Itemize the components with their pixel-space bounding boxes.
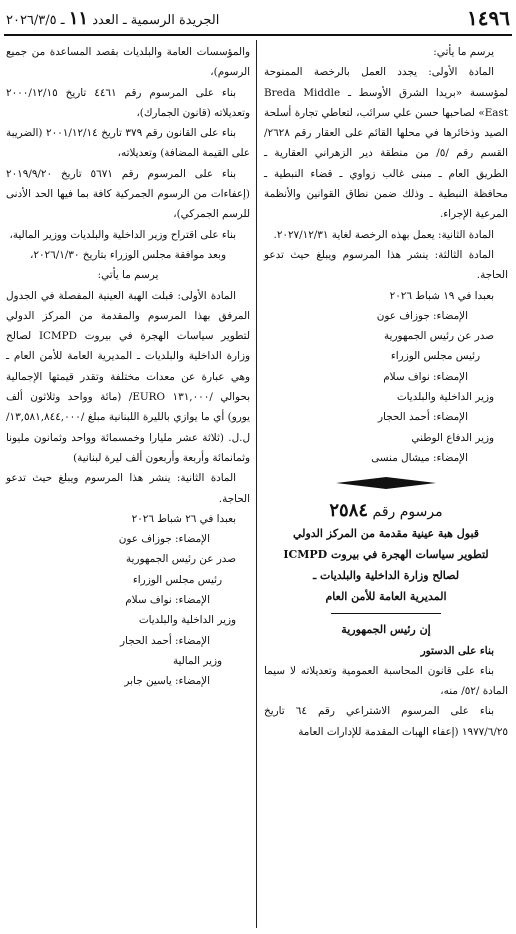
basis-continued: والمؤسسات العامة والبلديات بقصد المساعدة من جميع الرسوم)، xyxy=(6,46,250,79)
journal-name: الجريدة الرسمية ـ العدد xyxy=(92,13,220,28)
pm-signature-2: الإمضاء: نواف سلام xyxy=(125,594,210,607)
cabinet-approval: وبعد موافقة مجلس الوزراء بتاريخ ٢٠٢٦/١/٣٠، xyxy=(30,248,226,261)
article-1: المادة الأولى: يجدد العمل بالرخصة الممنوحة لمؤسسة «بريدا الشرق الأوسط ـ Breda Middle East» لصاحبها حسن علي سرائب، لتعاطي تجارة أسلحة الصيد وذخائرها في محلها القائم على العقار رقم ٢٦٢٨/ القسم رقم /٥/ من منطقة دير الزهراني العقارية ـ الطريق العام ـ مبنى غالب زواوي ـ قضاء النبطية ـ محافظة النبطية ـ وذلك ضمن نطاق القوانين والأنظمة المرعية الإجراء. xyxy=(264,66,508,221)
pm-signature: الإمضاء: نواف سلام xyxy=(383,370,468,383)
interior-minister-signature: الإمضاء: أحمد الحجار xyxy=(378,411,468,424)
issue-date: ـ ٢٠٢٦/٣/٥ xyxy=(6,13,65,28)
decree-label: مرسوم رقم xyxy=(372,504,443,521)
article-3: المادة الثالثة: ينشر هذا المرسوم ويبلغ حيث تدعو الحاجة. xyxy=(264,248,508,282)
defence-minister-title: وزير الدفاع الوطني xyxy=(411,431,494,444)
pm-title: رئيس مجلس الوزراء xyxy=(390,350,480,363)
page-number: ١٤٩٦ xyxy=(467,6,510,30)
left-column xyxy=(6,42,250,692)
decree-intro: يرسم ما يأتي: xyxy=(433,46,494,58)
column-divider xyxy=(256,40,257,928)
article-2: المادة الثانية: يعمل بهذه الرخصة لغاية ٢٠٢٧/١٢/٣١. xyxy=(273,228,494,241)
article-1-grant: المادة الأولى: قبلت الهبة العينية المفصلة في الجدول المرفق بهذا المرسوم والمقدمة من المركز الدولي لتطوير سياسات الهجرة في بيروت ICMPD لصالح وزارة الداخلية والبلديات ـ المديرية العامة للأمن العام ـ وهي عبارة عن معدات مختلفة وتقدر قيمتها الإجمالية بحوالي /١٣١,٠٠٠ EURO/ (مائة وواحد وثلاثون ألف يورو) أي ما يوازي بالليرة اللبنانية مبلغ /١٣,٥٨١,٨٤٤,٠٠٠/ل.ل. (ثلاثة عشر مليارا وخمسمائة وواحد وثمانون مليونا وثمانمائة وأربعة وأربعون ألف ليرة لبنانية) xyxy=(6,289,251,464)
decree-title-line-4: المديرية العامة للأمن العام xyxy=(325,590,447,604)
basis-customs-exemptions: بناء على المرسوم رقم ٥٦٧١ تاريخ ٢٠١٩/٩/٢٠ (إعفاءات من الرسوم الجمركية كافة بما فيها الحد الأدنى للرسم الجمركي)، xyxy=(6,167,250,221)
finance-minister-signature: الإمضاء: ياسين جابر xyxy=(124,675,210,688)
decree-number: ٢٥٨٤ xyxy=(329,500,369,522)
issued-by-2: صدر عن رئيس الجمهورية xyxy=(125,553,236,566)
signing-place-date: بعبدا في ١٩ شباط ٢٠٢٦ xyxy=(389,289,494,302)
separator-ornament xyxy=(336,476,436,490)
decree-title-line-3: لصالح وزارة الداخلية والبلديات ـ xyxy=(312,569,460,583)
constitution-basis: بناء على الدستور xyxy=(420,644,494,657)
signing-place-date-2: بعبدا في ٢٦ شباط ٢٠٢٦ xyxy=(131,512,236,525)
finance-minister-title: وزير المالية xyxy=(172,654,222,667)
president-heading: إن رئيس الجمهورية xyxy=(341,623,431,637)
header-text xyxy=(6,8,219,29)
issued-by: صدر عن رئيس الجمهورية xyxy=(383,330,494,343)
issue-number: ١١ xyxy=(68,8,89,29)
president-signature: الإمضاء: جوزاف عون xyxy=(376,309,468,322)
page-header xyxy=(6,6,510,32)
interior-minister-title: وزير الداخلية والبلديات xyxy=(396,391,494,404)
defence-minister-signature: الإمضاء: ميشال منسى xyxy=(371,451,468,464)
pm-title-2: رئيس مجلس الوزراء xyxy=(132,573,222,586)
decree-title-line-1: قبول هبة عينية مقدمة من المركز الدولي xyxy=(292,527,480,541)
interior-minister-title-2: وزير الداخلية والبلديات xyxy=(138,614,236,627)
title-rule xyxy=(331,613,441,614)
article-2-publish: المادة الثانية: ينشر هذا المرسوم ويبلغ حيث تدعو الحاجة. xyxy=(6,472,250,505)
basis-vat-law: بناء على القانون رقم ٣٧٩ تاريخ ٢٠٠١/١٢/١٤ (الضريبة على القيمة المضافة) وتعديلاته، xyxy=(6,127,250,160)
president-signature-2: الإمضاء: جوزاف عون xyxy=(118,533,210,546)
right-column xyxy=(264,42,508,742)
basis-accounting-law: بناء على قانون المحاسبة العمومية وتعديلاته لا سيما المادة /٥٢/ منه، xyxy=(264,664,508,698)
header-rule xyxy=(4,34,512,36)
basis-ministers-proposal: بناء على اقتراح وزير الداخلية والبلديات ووزير المالية، xyxy=(9,228,236,241)
basis-customs-decree: بناء على المرسوم رقم ٤٤٦١ تاريخ ٢٠٠٠/١٢/١٥ وتعديلاته (قانون الجمارك)، xyxy=(6,86,250,119)
interior-minister-signature-2: الإمضاء: أحمد الحجار xyxy=(120,634,210,647)
decree-title-line-2: لتطوير سياسات الهجرة في بيروت ICMPD xyxy=(283,548,489,562)
decree-intro-2: يرسم ما يأتي: xyxy=(97,269,159,282)
basis-legislative-decree: بناء على المرسوم الاشتراعي رقم ٦٤ تاريخ ١٩٧٧/٦/٢٥ (إعفاء الهبات المقدمة للإدارات العامة xyxy=(264,705,508,738)
decree-heading xyxy=(264,500,508,523)
diamond-ornament-icon xyxy=(336,476,436,490)
